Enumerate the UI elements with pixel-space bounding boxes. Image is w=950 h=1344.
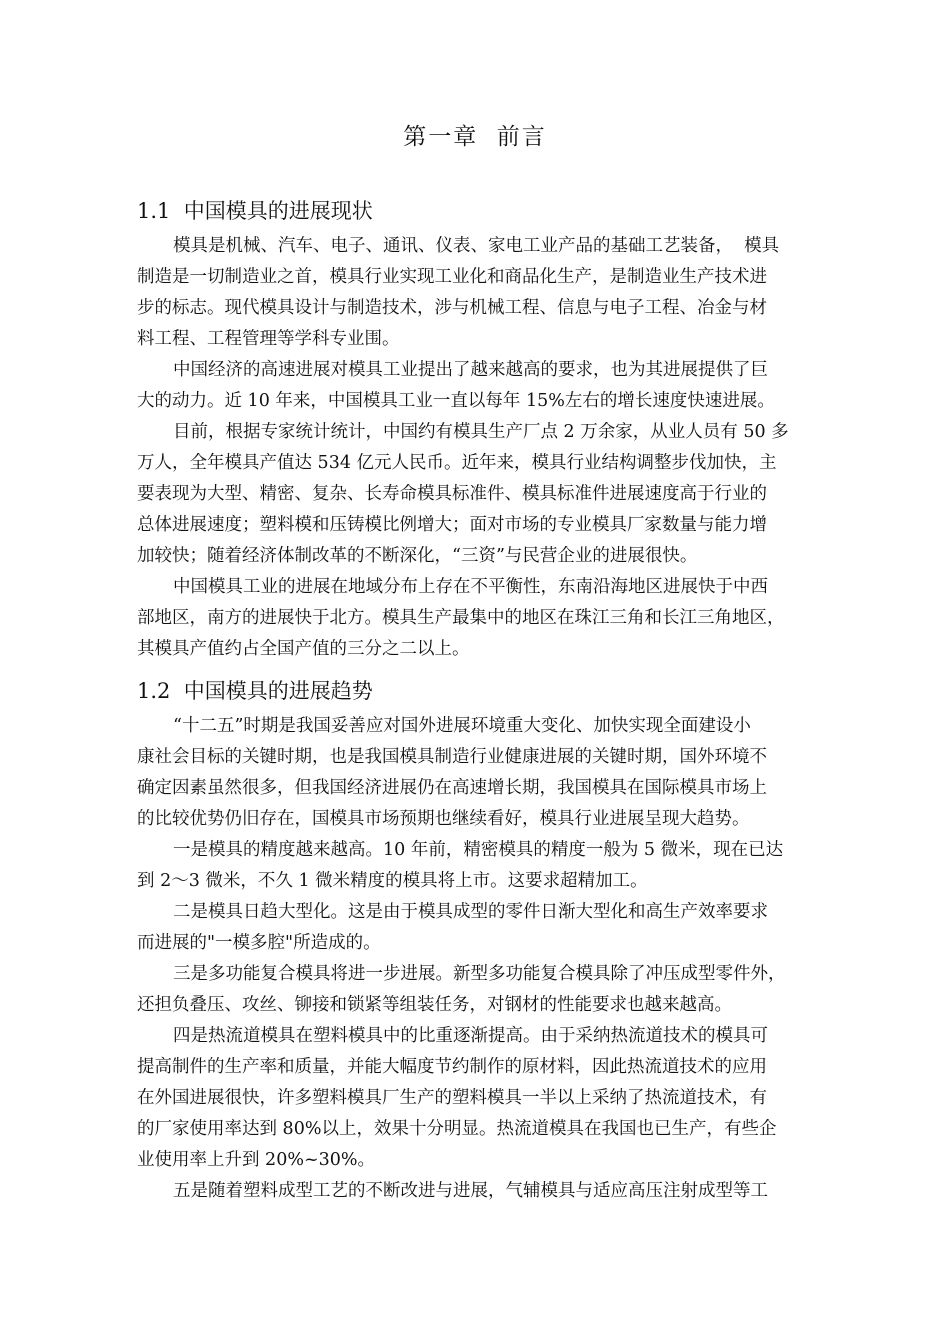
text-line: 中国模具工业的进展在地域分布上存在不平衡性，东南沿海地区进展快于中西 — [173, 577, 768, 597]
text-line: 到 2～3 微米，不久 1 微米精度的模具将上市。这要求超精加工。 — [137, 871, 648, 891]
text-line: 中国经济的高速进展对模具工业提出了越来越高的要求，也为其进展提供了巨 — [173, 360, 768, 380]
text-line: 制造是一切制造业之首，模具行业实现工业化和商品化生产，是制造业生产技术进 — [137, 267, 767, 287]
text-line: 二是模具日趋大型化。这是由于模具成型的零件日渐大型化和高生产效率要求 — [173, 902, 768, 922]
text-line: 五是随着塑料成型工艺的不断改进与进展，气辅模具与适应高压注射成型等工 — [173, 1181, 768, 1201]
text-line: 一是模具的精度越来越高。10 年前，精密模具的精度一般为 5 微米，现在已达 — [173, 840, 784, 860]
text-line: 万人，全年模具产值达 534 亿元人民币。近年来，模具行业结构调整步伐加快，主 — [137, 453, 777, 473]
text-line: 提高制件的生产率和质量，并能大幅度节约制作的原材料，因此热流道技术的应用 — [137, 1057, 767, 1077]
text-line: 四是热流道模具在塑料模具中的比重逐渐提高。由于采纳热流道技术的模具可 — [173, 1026, 768, 1046]
text-line: 还担负叠压、攻丝、铆接和锁紧等组装任务，对钢材的性能要求也越来越高。 — [137, 995, 732, 1015]
section-heading-1-1: 1.1 中国模具的进展现状 — [137, 199, 373, 223]
text-line: 其模具产值约占全国产值的三分之二以上。 — [137, 639, 470, 659]
text-line: 康社会目标的关键时期，也是我国模具制造行业健康进展的关键时期，国外环境不 — [137, 747, 767, 767]
text-line: 的比较优势仍旧存在，国模具市场预期也继续看好，模具行业进展呈现大趋势。 — [137, 809, 750, 829]
text-line: 而进展的"一模多腔"所造成的。 — [137, 933, 381, 953]
text-line: 大的动力。近 10 年来，中国模具工业一直以每年 15%左右的增长速度快速进展。 — [137, 391, 775, 411]
text-line: 三是多功能复合模具将进一步进展。新型多功能复合模具除了冲压成型零件外， — [173, 964, 786, 984]
text-line: 要表现为大型、精密、复杂、长寿命模具标准件、模具标准件进展速度高于行业的 — [137, 484, 767, 504]
text-line: 料工程、工程管理等学科专业围。 — [137, 329, 400, 349]
text-line: 确定因素虽然很多，但我国经济进展仍在高速增长期，我国模具在国际模具市场上 — [137, 778, 767, 798]
text-line: 部地区，南方的进展快于北方。模具生产最集中的地区在珠江三角和长江三角地区， — [137, 608, 785, 628]
text-line: 模具是机械、汽车、电子、通讯、仪表、家电工业产品的基础工艺装备， 模具 — [173, 236, 780, 256]
text-line: 总体进展速度；塑料模和压铸模比例增大；面对市场的专业模具厂家数量与能力增 — [137, 515, 767, 535]
chapter-title: 第一章 前言 — [403, 124, 547, 150]
text-line: 在外国进展很快，许多塑料模具厂生产的塑料模具一半以上采纳了热流道技术，有 — [137, 1088, 767, 1108]
section-heading-1-2: 1.2 中国模具的进展趋势 — [137, 679, 373, 703]
text-line: “十二五”时期是我国妥善应对国外进展环境重大变化、加快实现全面建设小 — [173, 716, 751, 736]
text-line: 目前，根据专家统计统计，中国约有模具生产厂点 2 万余家，从业人员有 50 多 — [173, 422, 789, 442]
text-line: 步的标志。现代模具设计与制造技术，涉与机械工程、信息与电子工程、冶金与材 — [137, 298, 767, 318]
text-line: 加较快；随着经济体制改革的不断深化，“三资”与民营企业的进展很快。 — [137, 546, 698, 566]
text-line: 的厂家使用率达到 80%以上，效果十分明显。热流道模具在我国也已生产，有些企 — [137, 1119, 777, 1139]
text-line: 业使用率上升到 20%~30%。 — [137, 1150, 376, 1170]
